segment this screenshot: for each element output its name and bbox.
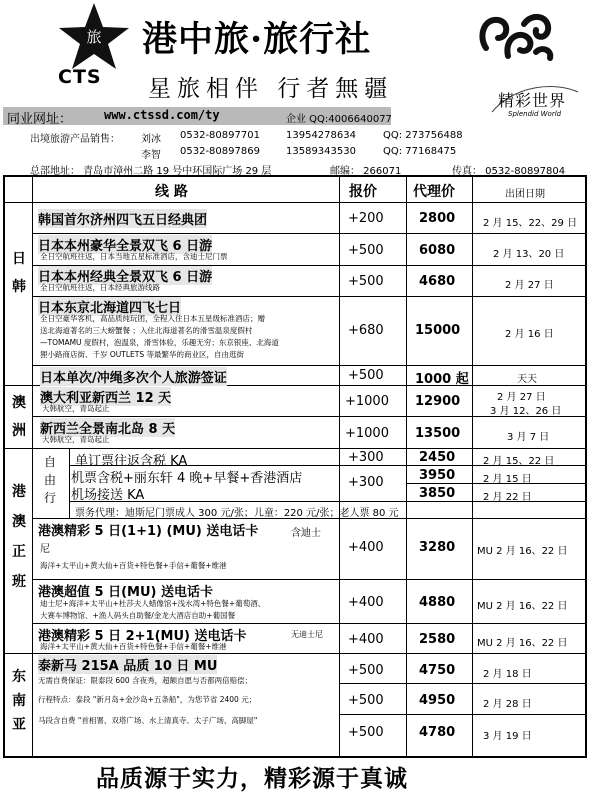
rep2-mobile: 13589343530 xyxy=(286,146,356,157)
header-departure: 出团日期 xyxy=(505,189,545,200)
departure-dates: 2 月 15、22 日 xyxy=(483,456,555,467)
departure-dates: 2 月 15、22、29 日 xyxy=(483,218,578,229)
agent-price: 2580 xyxy=(419,632,456,647)
quote: +400 xyxy=(348,632,384,647)
route-title: 单订票往返含税 KA xyxy=(75,454,188,469)
quote: +500 xyxy=(348,243,384,258)
route-title: 港澳精彩 5 日 2+1(MU) 送电话卡 xyxy=(38,629,247,644)
quote: +500 xyxy=(348,663,384,678)
region-southeast-asia: 东 南 亚 xyxy=(12,669,26,733)
route-price-table xyxy=(3,175,587,758)
splendid-world-logo xyxy=(486,82,586,122)
agent-price: 2800 xyxy=(419,211,456,226)
quote: +500 xyxy=(348,693,384,708)
departure-dates: 2 月 27 日 xyxy=(497,392,546,403)
route-desc: 马段含自费 "首相署、双塔广场、水上清真寺、太子广场、高脚屋" xyxy=(38,716,258,725)
departure-dates: 3 月 19 日 xyxy=(483,731,532,742)
brand-slogan: 星旅相伴 行者無疆 xyxy=(148,76,394,102)
route-title: 韩国首尔济州四飞五日经典团 xyxy=(38,209,207,228)
region-japan-korea: 日 韩 xyxy=(12,251,26,295)
route-desc: 全日空航班往返，日本经典旅游线路 xyxy=(40,283,160,292)
route-desc: 大赛车博物馆、+渔人码头自助餐/金龙大酒店自助+葡国餐 xyxy=(40,611,236,620)
route-desc: 迪士尼+海洋+太平山+杜莎夫人蜡像馆+浅水湾+特色餐+葡萄酒、 xyxy=(40,599,266,608)
route-desc: 海洋+太平山+黄大仙+百货+特色餐+手信+葡餐+维港 xyxy=(40,642,227,651)
header-quote: 报价 xyxy=(349,184,377,200)
brand-title: 港中旅·旅行社 xyxy=(142,19,372,60)
fax: 传真： 0532-80897804 xyxy=(452,166,566,177)
side-logo-sub: Splendid World xyxy=(508,110,562,118)
website-label: 同业网址： xyxy=(7,112,73,127)
departure-dates: 2 月 22 日 xyxy=(483,492,532,503)
departure-dates: 3 月 12、26 日 xyxy=(490,406,562,417)
quote: +500 xyxy=(348,368,384,383)
rep2-qq: QQ: 77168475 xyxy=(383,146,457,157)
route-title: 日本本州经典全景双飞 6 日游 xyxy=(38,266,212,285)
route-desc: 大韩航空，青岛起止 xyxy=(42,435,110,444)
route-title: 泰新马 215A 品质 10 日 MU xyxy=(38,655,217,674)
header-route: 线 路 xyxy=(155,184,188,200)
region-australia: 澳 洲 xyxy=(12,395,26,439)
route-title: 日本本州豪华全景双飞 6 日游 xyxy=(38,235,212,254)
agent-price: 15000 xyxy=(415,323,461,338)
agent-price: 3850 xyxy=(419,486,456,501)
agent-price: 13500 xyxy=(415,426,461,441)
route-note: 含迪士 xyxy=(291,528,321,539)
address: 总部地址： 青岛市漳州二路 19 号中环国际广场 29 层 xyxy=(30,166,272,177)
route-title: 机场接送 KA xyxy=(71,488,145,503)
cts-star-logo xyxy=(58,2,130,70)
quote: +500 xyxy=(348,725,384,740)
departure-dates: 2 月 18 日 xyxy=(483,669,532,680)
quote: +300 xyxy=(348,475,384,490)
route-desc: 行程特点：泰段 "新月岛+金沙岛+五条船"，为您节省 2400 元； xyxy=(38,695,257,704)
quote: +400 xyxy=(348,595,384,610)
agent-price: 4680 xyxy=(419,274,456,289)
agent-price: 12900 xyxy=(415,394,461,409)
agent-price: 4950 xyxy=(419,693,456,708)
quote: +1000 xyxy=(345,394,389,409)
route-desc: 无需自费保证：限泰段 600 含夜秀，超额自愿与否都两倍赔偿； xyxy=(38,676,253,685)
agent-price: 4750 xyxy=(419,663,456,678)
agent-price: 3950 xyxy=(419,468,456,483)
departure-dates: 2 月 13、20 日 xyxy=(493,249,565,260)
rep1-name: 刘冰 xyxy=(141,134,161,145)
departure-dates: 2 月 28 日 xyxy=(483,699,532,710)
route-title: 机票含税+丽东轩 4 晚+早餐+香港酒店 xyxy=(71,471,303,486)
route-desc: 全日空航班往返，日本当地五星标准酒店，含迪士尼门票 xyxy=(40,252,228,261)
rep1-phone: 0532-80897701 xyxy=(180,130,260,141)
region-hk-macau: 港 澳 正 班 xyxy=(12,484,26,590)
route-note: 无迪士尼 xyxy=(291,630,323,639)
route-title: 日本东京北海道四飞七日 xyxy=(38,297,181,316)
sales-label: 出境旅游产品销售： xyxy=(30,134,120,145)
quote: +200 xyxy=(348,211,384,226)
qq-label: 企业 QQ:4006640077 xyxy=(286,114,392,125)
route-desc: 大韩航空，青岛起止 xyxy=(42,404,110,413)
route-title: 澳大利亚新西兰 12 天 xyxy=(40,387,171,406)
departure-dates: 2 月 16 日 xyxy=(505,329,554,340)
quote: +680 xyxy=(348,323,384,338)
route-desc: 全日空豪华客机，高品质纯玩团，全程入住日本五星级标准酒店；赠 xyxy=(40,314,265,323)
rep1-mobile: 13954278634 xyxy=(286,130,356,141)
quote: +1000 xyxy=(345,426,389,441)
agent-price: 4880 xyxy=(419,595,456,610)
route-desc: 海洋+太平山+黄大仙+百货+特色餐+手信+葡餐+维港 xyxy=(40,561,227,570)
route-title: 港澳超值 5 日(MU) 送电话卡 xyxy=(38,585,213,600)
departure-dates: MU 2 月 16、22 日 xyxy=(477,546,568,557)
departure-dates: MU 2 月 16、22 日 xyxy=(477,638,568,649)
swirl-logo-icon xyxy=(476,8,556,66)
postcode: 邮编： 266071 xyxy=(330,166,402,177)
agent-price: 1000 起 xyxy=(415,372,469,387)
rep2-name: 李智 xyxy=(141,150,161,161)
region-free-travel: 自 由 行 xyxy=(43,455,56,505)
agent-price: 3280 xyxy=(419,540,456,555)
departure-dates: 2 月 15 日 xyxy=(483,474,532,485)
route-title: 日本单次/冲绳多次个人旅游签证 xyxy=(40,367,227,386)
route-note: 尼 xyxy=(40,544,50,555)
quote: +300 xyxy=(348,450,384,465)
departure-dates: 3 月 7 日 xyxy=(507,432,550,443)
rep1-qq: QQ: 273756488 xyxy=(383,130,463,141)
header-agent-price: 代理价 xyxy=(413,184,455,200)
side-logo-text: 精彩世界 xyxy=(498,91,567,110)
footer-slogan: 品质源于实力，精彩源于真诚 xyxy=(96,765,408,792)
agent-price: 2450 xyxy=(419,450,456,465)
departure-dates: 天天 xyxy=(517,374,537,385)
route-title: 新西兰全景南北岛 8 天 xyxy=(40,418,175,437)
agent-price: 6080 xyxy=(419,243,456,258)
logo-star-char: 旅 xyxy=(86,28,102,46)
route-title: 港澳精彩 5 日(1+1) (MU) 送电话卡 xyxy=(38,524,259,539)
departure-dates: MU 2 月 16、22 日 xyxy=(477,601,568,612)
agent-price: 4780 xyxy=(419,725,456,740)
quote: +400 xyxy=(348,540,384,555)
departure-dates: 2 月 27 日 xyxy=(505,280,554,291)
route-desc: 送北海道著名的三大螃蟹餐 ；入住北海道著名的滑雪温泉度假村 xyxy=(40,326,253,335)
rep2-phone: 0532-80897869 xyxy=(180,146,260,157)
quote: +500 xyxy=(348,274,384,289)
ticket-agency-note: 票务代理：迪斯尼门票成人 300 元/张；儿童：220 元/张；老人票 80 元 xyxy=(75,508,399,519)
route-desc: —TOMAMU 度假村，泡温泉，滑雪体验，乐趣无穷；东京银座、北海道 xyxy=(40,338,279,347)
logo-text: CTS xyxy=(58,66,102,88)
route-desc: 狸小路商店街、千岁 OUTLETS 等最繁华的商业区，自由逛街 xyxy=(40,350,245,359)
website-link[interactable]: www.ctssd.com/ty xyxy=(104,108,220,122)
